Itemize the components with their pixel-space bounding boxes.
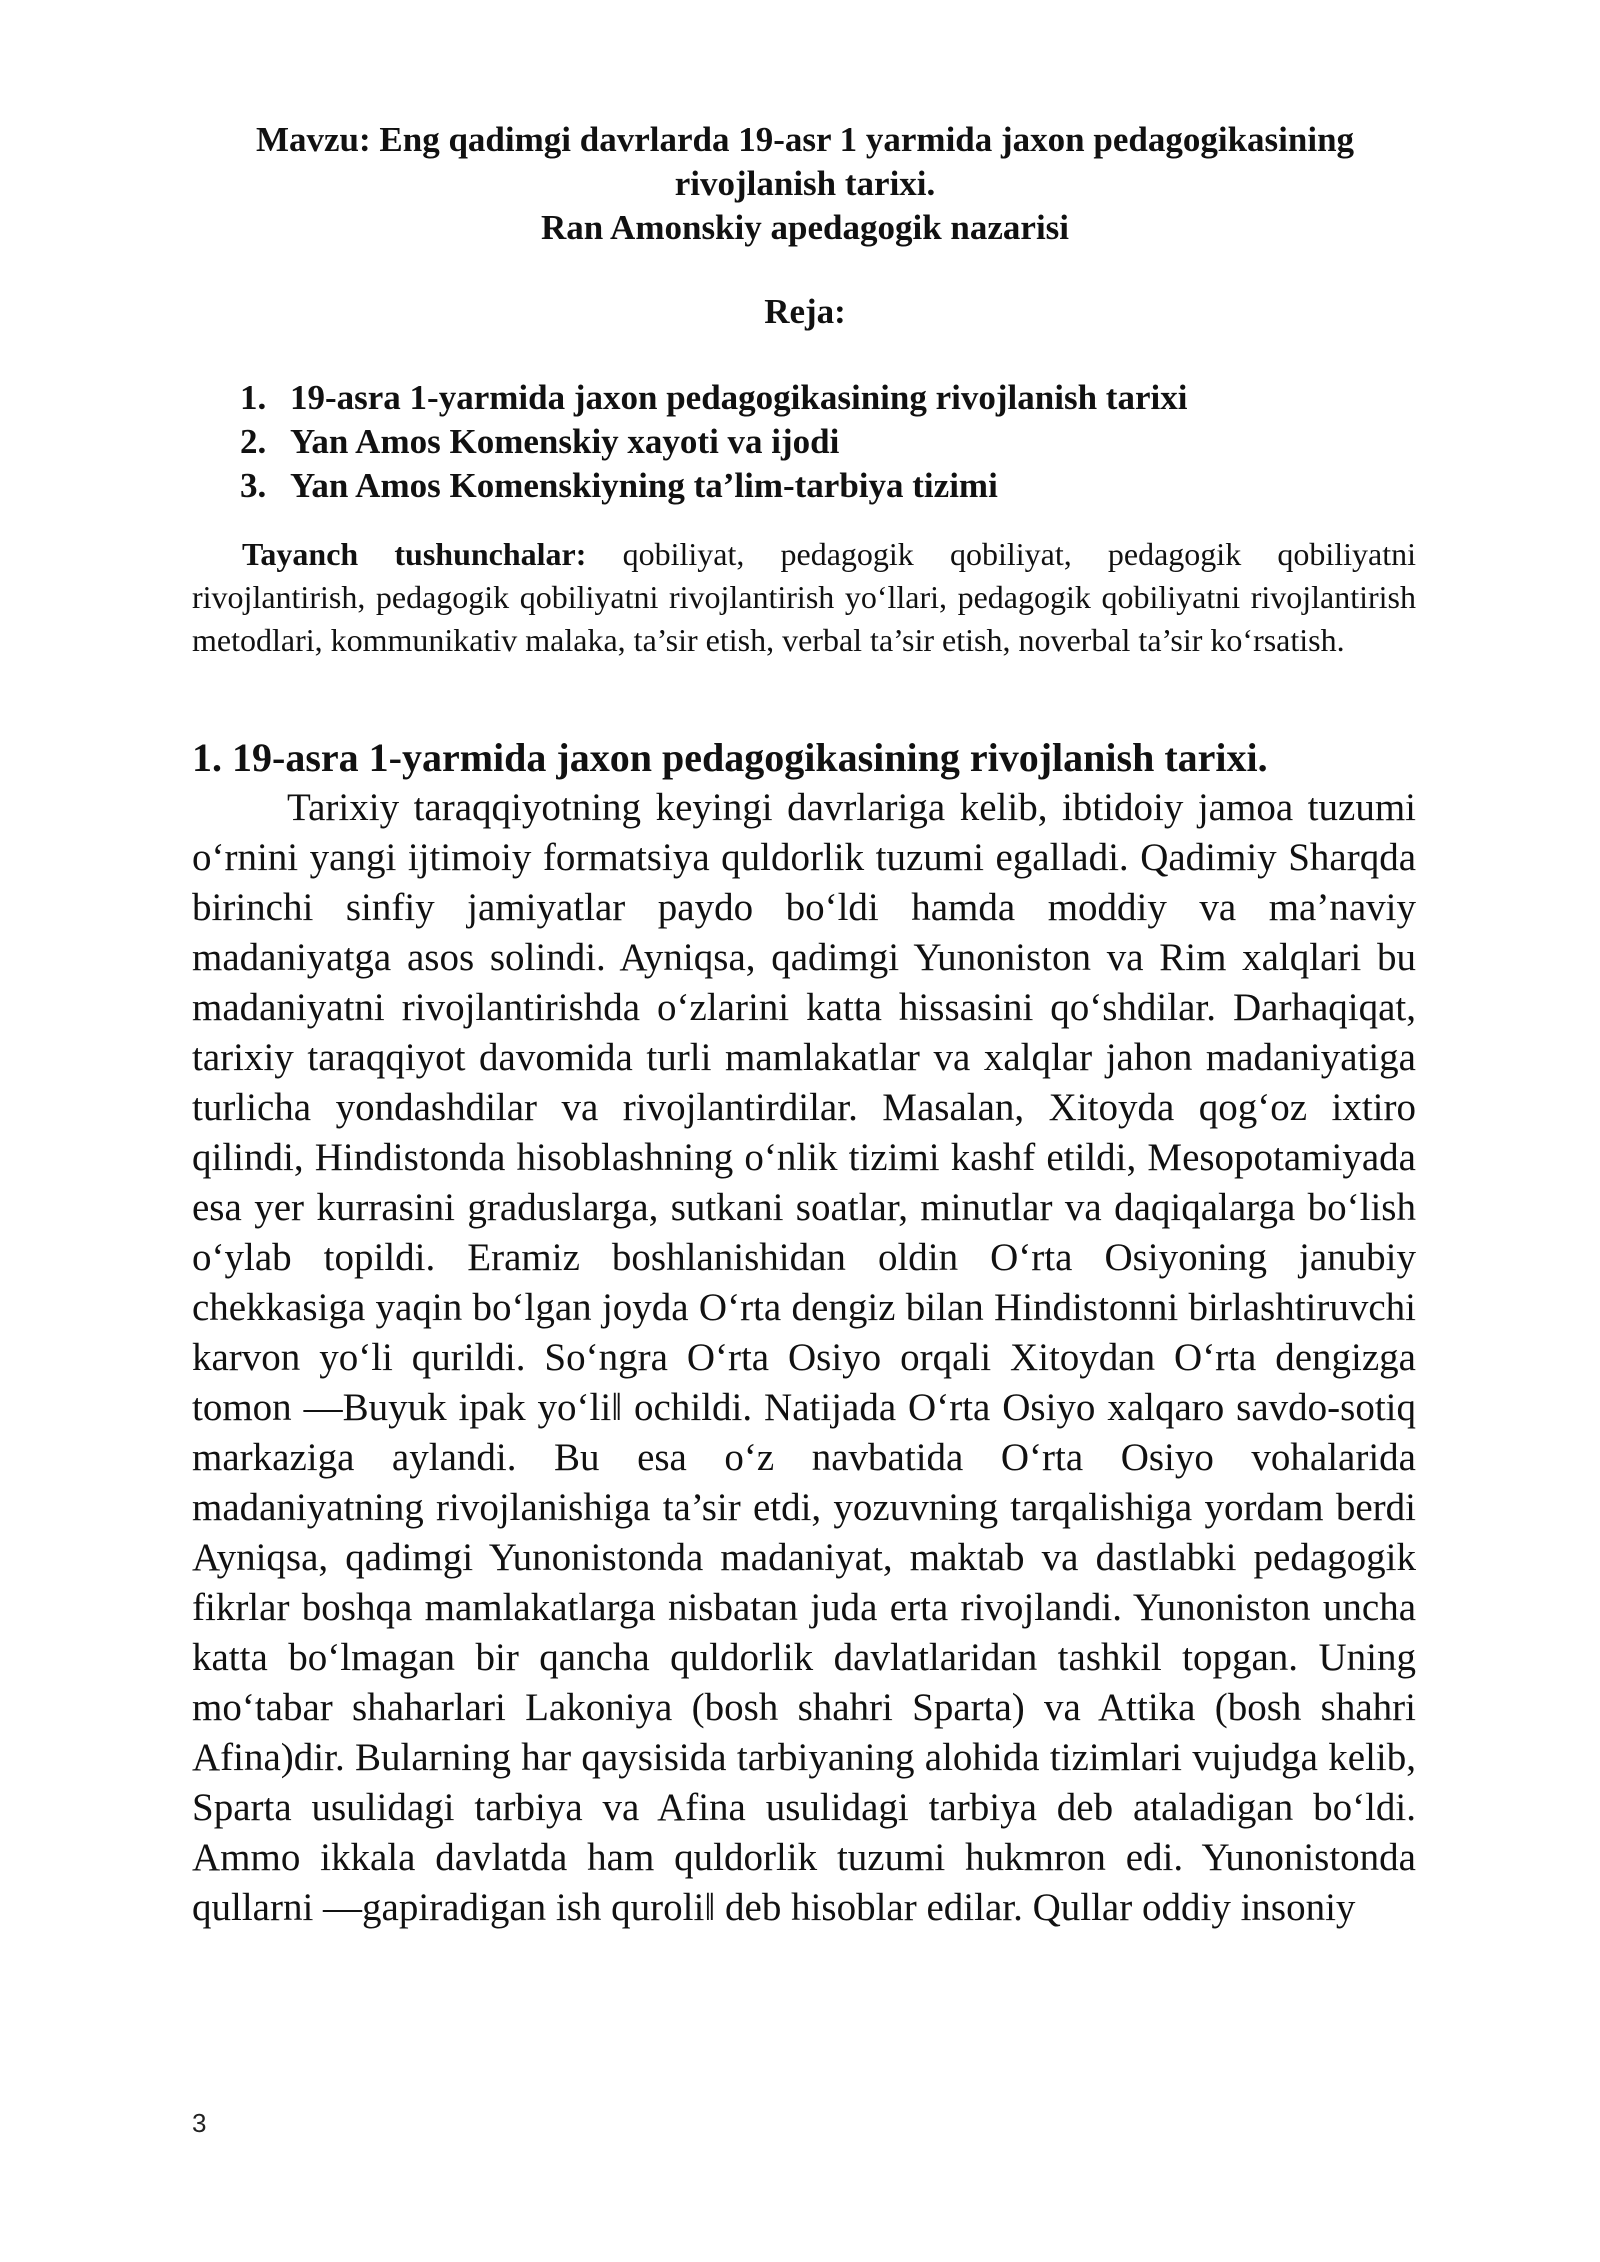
- plan-item-text: Yan Amos Komenskiy xayoti va ijodi: [290, 422, 840, 461]
- title-line-3: Ran Amonskiy apedagogik nazarisi: [540, 208, 1070, 247]
- title-line-1: Mavzu: Eng qadimgi davrlarda 19-asr 1 yarmida jaxon pedagogikasining: [255, 120, 1355, 159]
- plan-item-text: 19-asra 1-yarmida jaxon pedagogikasining rivojlanish tarixi: [290, 378, 1188, 417]
- plan-item-number: 2.: [240, 422, 267, 461]
- plan-list: [240, 376, 1420, 508]
- plan-item-text: Yan Amos Komenskiyning ta’lim-tarbiya tizimi: [290, 466, 998, 505]
- plan-item: [240, 376, 1420, 420]
- plan-item: [240, 420, 1420, 464]
- keywords-label: Tayanch tushunchalar:: [242, 536, 587, 572]
- body-paragraph: Tarixiy taraqqiyotning keyingi davrlariga kelib, ibtidoiy jamoa tuzumi o‘rnini yangi ijtimoiy formatsiya quldorlik tuzumi egalladi. Qadimiy Sharqda birinchi sinfiy jamiyatlar paydo bo‘ldi hamda moddiy va ma’naviy madaniyatga asos solindi. Ayniqsa, qadimgi Yunoniston va Rim xalqlari bu madaniyatni rivojlantirishda o‘zlarini katta hissasini qo‘shdilar. Darhaqiqat, tarixiy taraqqiyot davomida turli mamlakatlar va xalqlar jahon madaniyatiga turlicha yondashdilar va rivojlantirdilar. Masalan, Xitoyda qog‘oz ixtiro qilindi, Hindistonda hisoblashning o‘nlik tizimi kashf etildi, Mesopotamiyada esa yer kurrasini graduslarga, sutkani soatlar, minutlar va daqiqalarga bo‘lish o‘ylab topildi. Eramiz boshlanishidan oldin O‘rta Osiyoning janubiy chekkasiga yaqin bo‘lgan joyda O‘rta dengiz bilan Hindistonni birlashtiruvchi karvon yo‘li qurildi. So‘ngra O‘rta Osiyo orqali Xitoydan O‘rta dengizga tomon ―Buyuk ipak yo‘li‖ ochildi. Natijada O‘rta Osiyo xalqaro savdo-sotiq markaziga aylandi. Bu esa o‘z navbatida O‘rta Osiyo vohalarida madaniyatning rivojlanishiga ta’sir etdi, yozuvning tarqalishiga yordam berdi Ayniqsa, qadimgi Yunonistonda madaniyat, maktab va dastlabki pedagogik fikrlar boshqa mamlakatlarga nisbatan juda erta rivojlandi. Yunoniston uncha katta bo‘lmagan bir qancha quldorlik davlatlaridan tashkil topgan. Uning mo‘tabar shaharlari Lakoniya (bosh shahri Sparta) va Attika (bosh shahri Afina)dir. Bularning har qaysisida tarbiyaning alohida tizimlari vujudga kelib, Sparta usulidagi tarbiya va Afina usulidagi tarbiya deb ataladigan bo‘ldi. Ammo ikkala davlatda ham quldorlik tuzumi hukmron edi. Yunonistonda qullarni ―gapiradigan ish quroli‖ deb hisoblar edilar. Qullar oddiy insoniy: [192, 786, 1416, 1929]
- plan-item: [240, 464, 1420, 508]
- plan-item-number: 1.: [240, 378, 267, 417]
- document-title: [190, 118, 1420, 250]
- title-line-2: rivojlanish tarixi.: [674, 164, 936, 203]
- keywords-text: qobiliyat, pedagogik qobiliyat, pedagogik qobiliyatni rivojlantirish, pedagogik qobiliyatni rivojlantirish yo‘llari, pedagogik qobiliyatni rivojlantirish metodlari, kommunikativ malaka, ta’sir etish, verbal ta’sir etish, noverbal ta’sir ko‘rsatish.: [192, 536, 1417, 658]
- plan-item-number: 3.: [240, 466, 267, 505]
- plan-heading: Reja:: [764, 292, 846, 331]
- page-number: 3: [192, 2108, 207, 2138]
- section-heading: 1. 19-asra 1-yarmida jaxon pedagogikasining rivojlanish tarixi.: [192, 735, 1268, 780]
- keywords-paragraph: [192, 533, 1416, 662]
